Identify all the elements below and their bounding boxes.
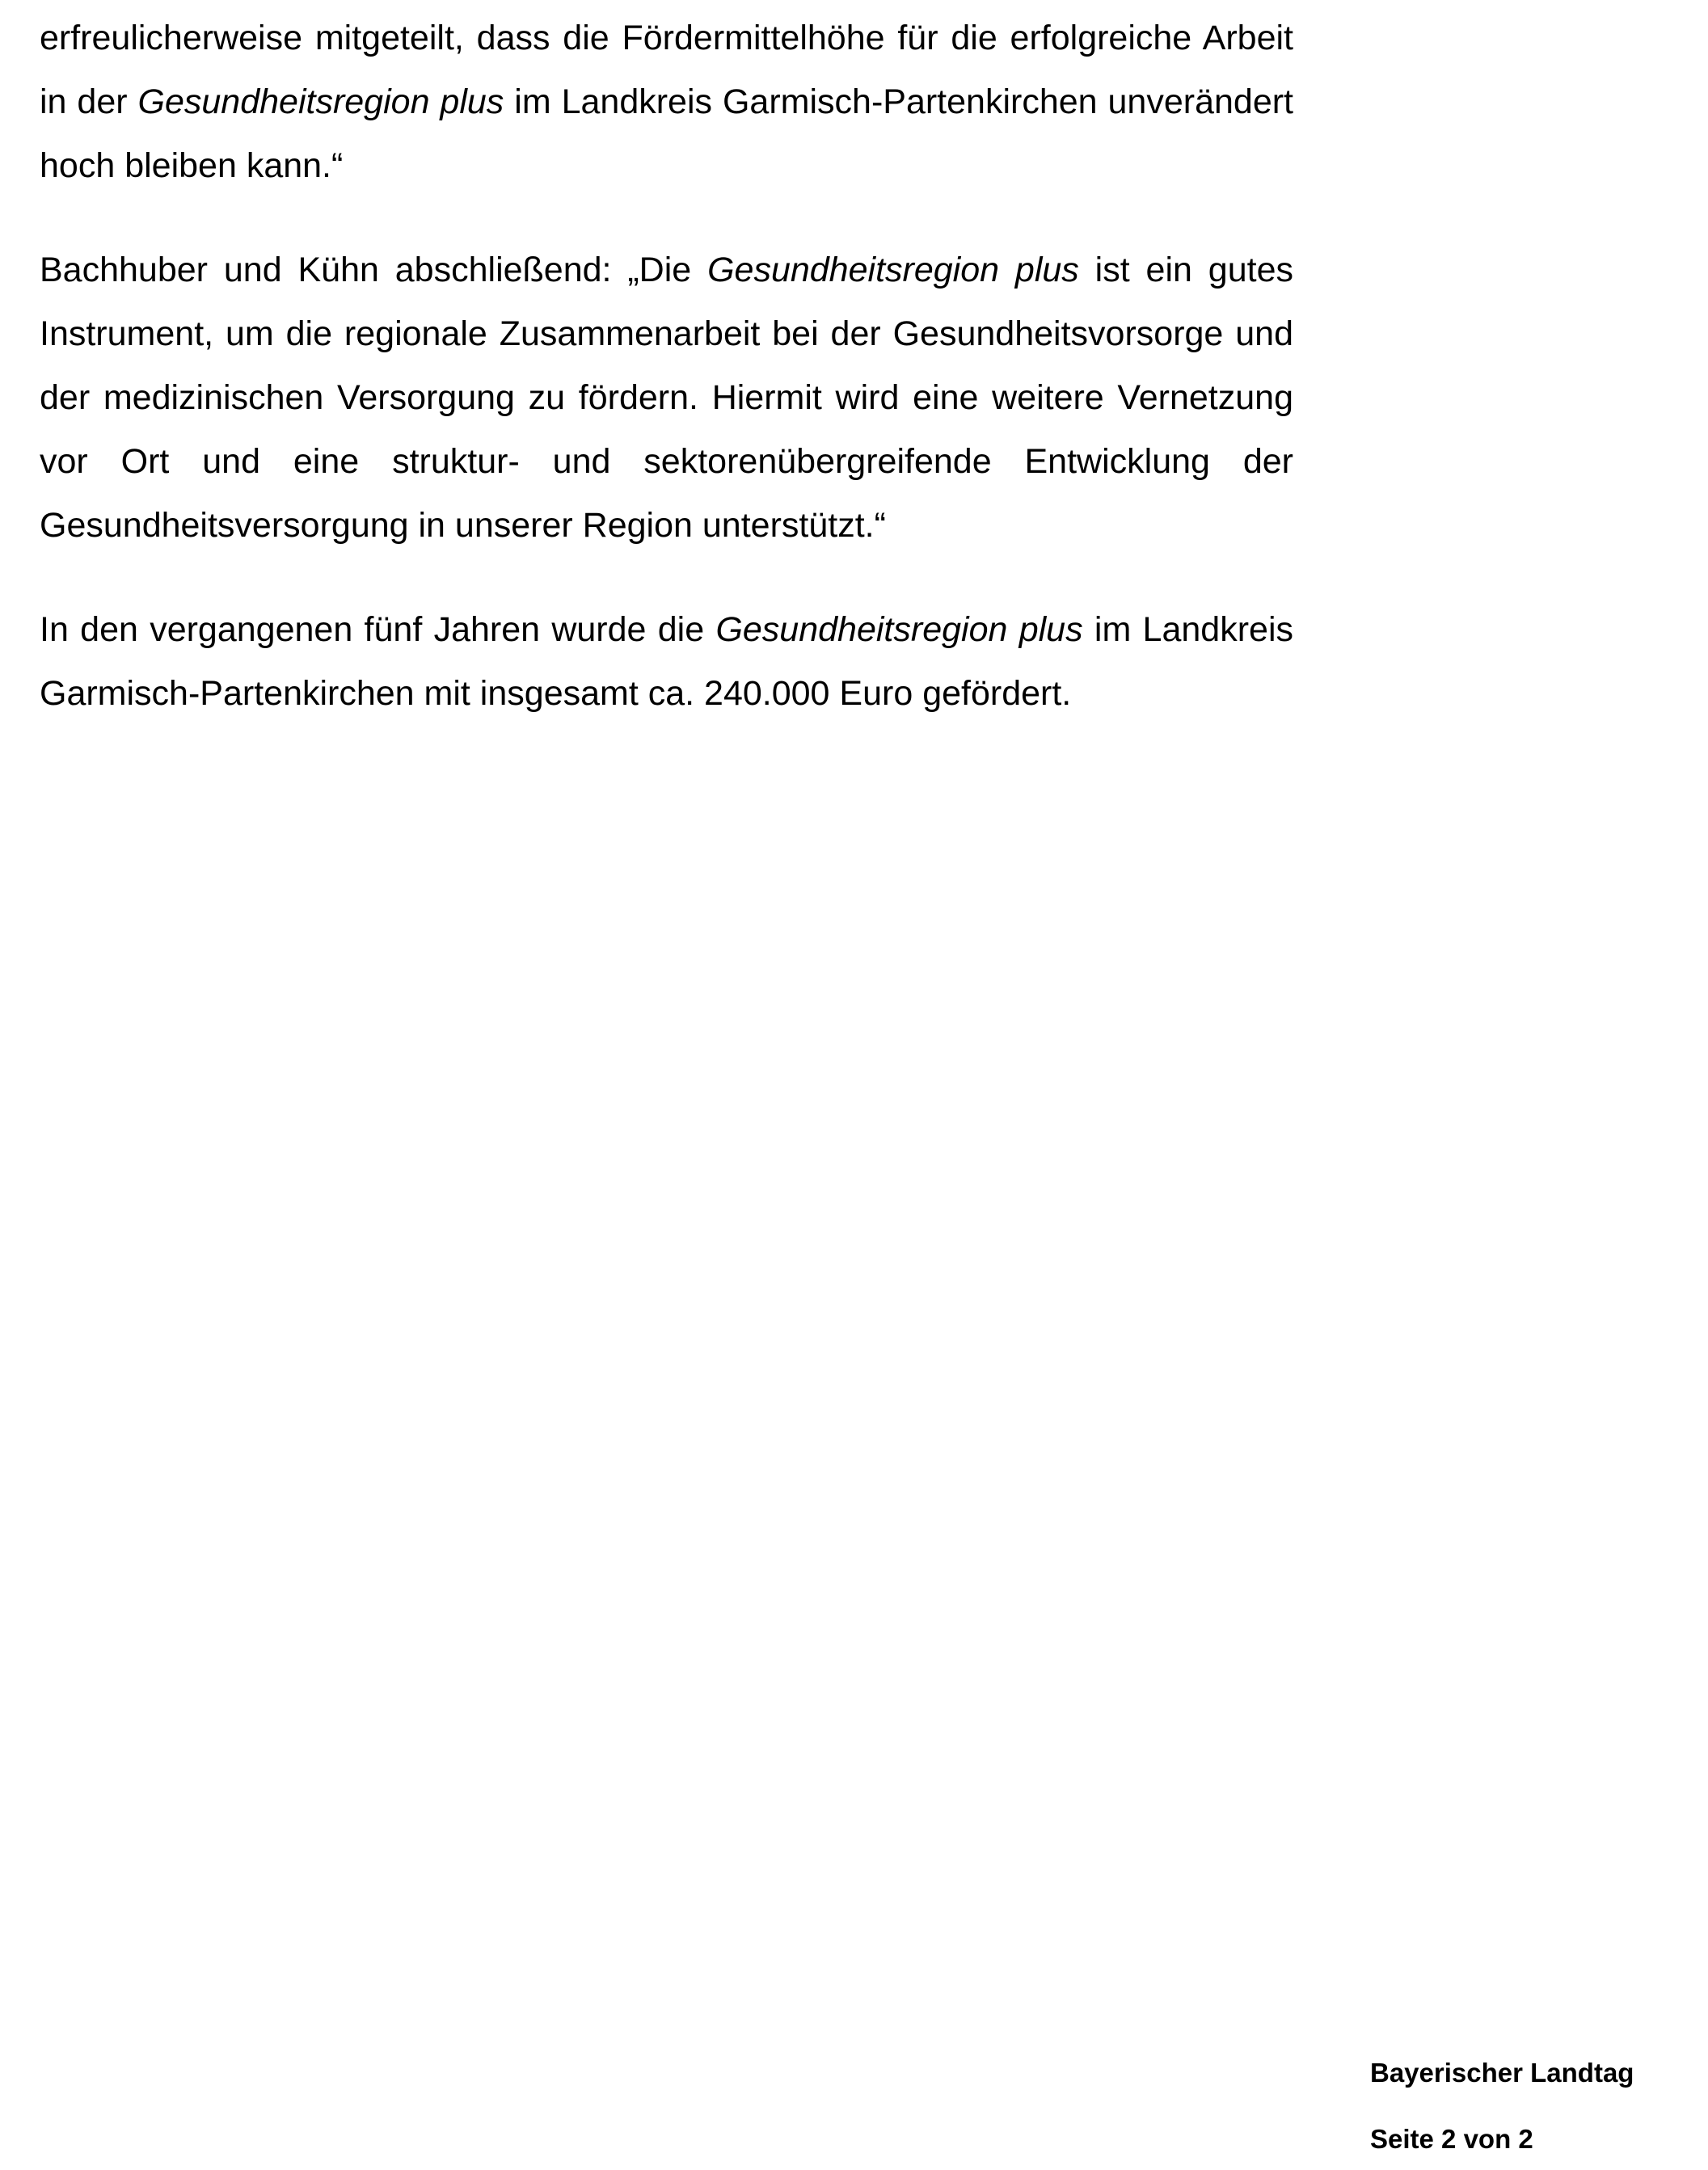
emphasis-text: Gesundheitsregion plus: [707, 251, 1079, 289]
paragraph-text: Bachhuber und Kühn abschließend: „Die: [40, 251, 708, 289]
footer-organization: Bayerischer Landtag: [1370, 2058, 1634, 2088]
paragraph-text: erfreulicherweise mitgeteilt, dass die Fördermittelhöhe für die erfolgreiche Arbeit in der: [40, 19, 1293, 121]
paragraph: [40, 238, 1293, 558]
paragraph: [40, 6, 1293, 198]
paragraph-text: im Landkreis Garmisch-Partenkirchen unverändert hoch bleiben kann.“: [40, 82, 1293, 185]
page-footer: [1370, 2057, 1693, 2155]
emphasis-text: Gesundheitsregion plus: [715, 610, 1083, 649]
page-number: Seite 2 von 2: [1370, 2124, 1533, 2154]
paragraph-text: im Landkreis Garmisch-Partenkirchen mit insgesamt ca. 240.000 Euro gefördert.: [40, 610, 1294, 713]
emphasis-text: Gesundheitsregion plus: [137, 82, 504, 121]
paragraph: [40, 598, 1293, 726]
document-body: [40, 6, 1293, 726]
paragraph-text: In den vergangenen fünf Jahren wurde die: [40, 610, 716, 649]
paragraph-text: ist ein gutes Instrument, um die regionale Zusammenarbeit bei der Gesundheitsvorsorge und der medizinischen Versorgung zu fördern. Hiermit wird eine weitere Vernetzung vor Ort und eine struktur- und sektorenübergreifende Entwicklung der Gesundheitsversorgung in unserer Region unterstützt.“: [40, 251, 1294, 545]
